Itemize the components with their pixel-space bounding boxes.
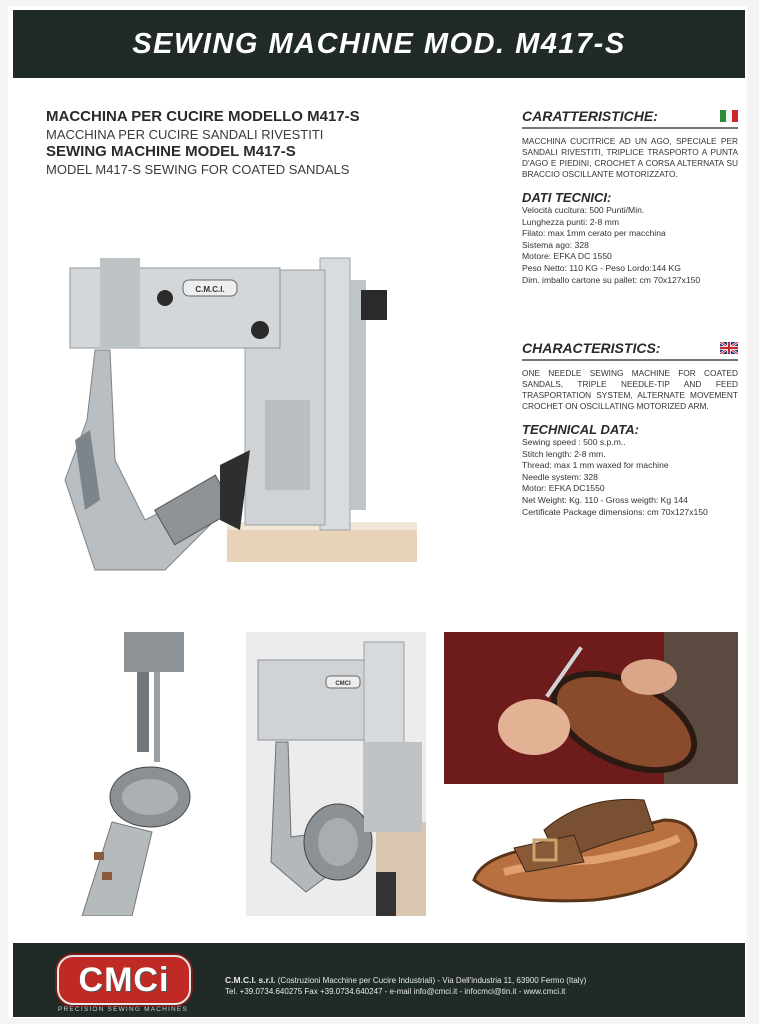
logo-tagline: PRECISION SEWING MACHINES — [57, 1006, 189, 1013]
company-name: C.M.C.I. s.r.l. — [225, 975, 276, 985]
italian-heading: CARATTERISTICHE: — [522, 108, 658, 124]
company-contacts: Tel. +39.0734.640275 Fax +39.0734.640247 - e-mail info@cmci.it - infocmci@tin.it - www.cmci.it — [225, 987, 566, 996]
titles-block — [46, 108, 360, 178]
spec-line: Peso Netto: 110 KG - Peso Lordo:144 KG — [522, 262, 681, 273]
spec-line: Sewing speed : 500 s.p.m.. — [522, 437, 626, 447]
cmci-logo — [57, 955, 191, 1005]
sandal-photo — [444, 790, 738, 916]
needle-crochet-photo — [62, 632, 232, 916]
italian-description: MACCHINA CUCITRICE AD UN AGO, SPECIALE PER SANDALI RIVESTITI, TRIPLICE TRASPORTO A PUNTA D'AGO E PIEDINI, CROCHET A CORSA ALTERNATA SU BRACCIO OSCILLANTE MOTORIZZATO. — [522, 136, 738, 179]
company-info — [225, 975, 586, 997]
spec-line: Filato: max 1mm cerato per macchina — [522, 228, 666, 239]
machine-badge: C.M.C.I. — [195, 285, 225, 294]
uk-flag-icon — [720, 342, 738, 354]
machine-badge-small: CMCI — [335, 681, 351, 687]
footer-band — [13, 943, 745, 1017]
italian-section — [522, 108, 738, 286]
english-spec-list — [522, 437, 738, 518]
spec-line: Needle system: 328 — [522, 471, 598, 482]
spec-line: Motore: EFKA DC 1550 — [522, 251, 612, 262]
english-model-desc: MODEL M417-S SEWING FOR COATED SANDALS — [46, 162, 350, 177]
italy-flag-icon — [720, 110, 738, 122]
spec-line: Stitch length: 2-8 mm. — [522, 448, 606, 459]
spec-line: Motor: EFKA DC1550 — [522, 483, 605, 494]
machine-side-photo — [246, 632, 426, 916]
italian-heading-row — [522, 108, 738, 129]
italian-model-desc: MACCHINA PER CUCIRE SANDALI RIVESTITI — [46, 127, 324, 142]
header-band — [13, 10, 745, 78]
company-description: (Costruzioni Macchine per Cucire Industriali) - Via Dell'industria 11, 63900 Fermo (Italy) — [275, 976, 587, 985]
english-heading: CHARACTERISTICS: — [522, 340, 661, 356]
spec-line: Certificate Package dimensions: cm 70x127x150 — [522, 506, 708, 517]
spec-line: Sistema ago: 328 — [522, 239, 589, 250]
hands-stitching-photo — [444, 632, 738, 784]
english-data-heading: TECHNICAL DATA: — [522, 422, 639, 437]
italian-spec-list — [522, 205, 738, 286]
italian-model-title: MACCHINA PER CUCIRE MODELLO M417-S — [46, 108, 360, 125]
english-description: ONE NEEDLE SEWING MACHINE FOR COATED SANDALS, TRIPLE NEEDLE-TIP AND FEED TRASPORTATION SYSTEM, ALTERNATE MOVEMENT CROCHET ON OSCILLATING MOTORIZED ARM. — [522, 368, 738, 411]
page-title: SEWING MACHINE MOD. M417-S — [132, 27, 626, 60]
logo-text: CMCi — [78, 960, 170, 999]
italian-data-heading: DATI TECNICI: — [522, 190, 612, 205]
company-line — [225, 975, 586, 986]
spec-line: Dim. imballo cartone su pallet: cm 70x127x150 — [522, 274, 701, 285]
spec-line: Net Weight: Kg. 110 - Gross weigth: Kg 144 — [522, 494, 688, 505]
english-heading-row — [522, 340, 738, 361]
spec-line: Thread: max 1 mm waxed for machine — [522, 460, 669, 471]
english-section — [522, 340, 738, 518]
english-model-title: SEWING MACHINE MODEL M417-S — [46, 143, 296, 160]
spec-line: Velocità cucitura: 500 Punti/Min. — [522, 205, 645, 215]
main-machine-photo — [55, 250, 435, 590]
spec-line: Lunghezza punti: 2-8 mm — [522, 216, 619, 227]
